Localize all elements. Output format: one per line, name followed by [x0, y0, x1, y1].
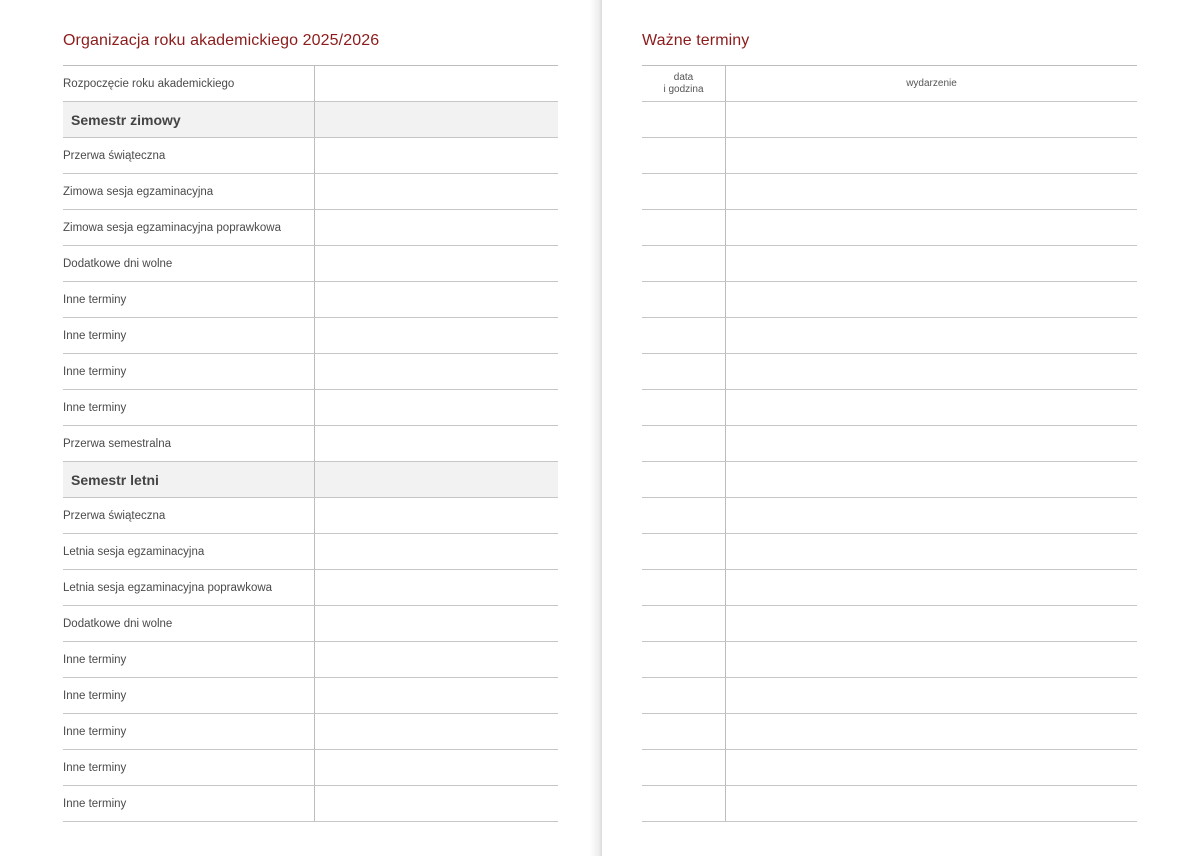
event-cell[interactable]: [726, 174, 1137, 209]
table-row: [63, 570, 558, 606]
date-cell[interactable]: [642, 462, 726, 497]
row-label: Zimowa sesja egzaminacyjna poprawkowa: [63, 210, 315, 245]
table-row: [642, 210, 1137, 246]
row-label: Inne terminy: [63, 354, 315, 389]
date-cell[interactable]: [642, 426, 726, 461]
date-cell[interactable]: [642, 246, 726, 281]
table-row: [642, 750, 1137, 786]
date-cell[interactable]: [642, 354, 726, 389]
date-cell[interactable]: [642, 642, 726, 677]
row-label: Dodatkowe dni wolne: [63, 606, 315, 641]
table-row: [63, 138, 558, 174]
event-cell[interactable]: [726, 498, 1137, 533]
date-header-line1: data: [673, 71, 694, 83]
event-cell[interactable]: [726, 570, 1137, 605]
row-label: Dodatkowe dni wolne: [63, 246, 315, 281]
value-cell[interactable]: [315, 390, 558, 425]
event-cell[interactable]: [726, 606, 1137, 641]
event-cell[interactable]: [726, 714, 1137, 749]
event-cell[interactable]: [726, 642, 1137, 677]
table-row: [63, 642, 558, 678]
date-header-line2: i godzina: [663, 83, 704, 95]
date-cell[interactable]: [642, 498, 726, 533]
event-cell[interactable]: [726, 138, 1137, 173]
table-row: [63, 390, 558, 426]
value-cell[interactable]: [315, 426, 558, 461]
right-page-title: Ważne terminy: [642, 32, 750, 49]
event-cell[interactable]: [726, 390, 1137, 425]
table-row: [642, 678, 1137, 714]
row-label: Inne terminy: [63, 282, 315, 317]
table-row: [642, 102, 1137, 138]
date-cell[interactable]: [642, 786, 726, 821]
table-row: [642, 534, 1137, 570]
table-row: [63, 534, 558, 570]
row-label: Przerwa semestralna: [63, 426, 315, 461]
table-row: [642, 174, 1137, 210]
value-cell[interactable]: [315, 66, 558, 101]
table-row: [642, 570, 1137, 606]
left-page-title: Organizacja roku akademickiego 2025/2026: [63, 32, 380, 49]
table-row: [642, 426, 1137, 462]
table-row: [642, 606, 1137, 642]
value-cell[interactable]: [315, 138, 558, 173]
value-cell[interactable]: [315, 570, 558, 605]
value-cell[interactable]: [315, 282, 558, 317]
value-cell[interactable]: [315, 462, 558, 497]
date-cell[interactable]: [642, 138, 726, 173]
table-header-row: [642, 66, 1137, 102]
table-row: [63, 210, 558, 246]
event-cell[interactable]: [726, 750, 1137, 785]
row-label: Inne terminy: [63, 786, 315, 821]
value-cell[interactable]: [315, 354, 558, 389]
value-cell[interactable]: [315, 534, 558, 569]
event-cell[interactable]: [726, 318, 1137, 353]
event-cell[interactable]: [726, 462, 1137, 497]
value-cell[interactable]: [315, 102, 558, 137]
row-label: Inne terminy: [63, 318, 315, 353]
table-row: [642, 786, 1137, 822]
important-dates-table: [642, 65, 1137, 822]
table-row: [63, 174, 558, 210]
section-header-row: [63, 462, 558, 498]
right-page: [602, 0, 1200, 856]
row-label: Rozpoczęcie roku akademickiego: [63, 66, 315, 101]
table-row: [642, 714, 1137, 750]
table-row: [642, 282, 1137, 318]
table-row: [63, 498, 558, 534]
table-row: [642, 642, 1137, 678]
date-cell[interactable]: [642, 318, 726, 353]
table-row: [63, 786, 558, 822]
table-row: [642, 318, 1137, 354]
event-cell[interactable]: [726, 354, 1137, 389]
event-cell[interactable]: [726, 282, 1137, 317]
event-cell[interactable]: [726, 678, 1137, 713]
table-row: [63, 282, 558, 318]
date-cell[interactable]: [642, 678, 726, 713]
table-row: [63, 750, 558, 786]
left-page: [0, 0, 598, 856]
value-cell[interactable]: [315, 606, 558, 641]
table-row: [642, 498, 1137, 534]
date-cell[interactable]: [642, 282, 726, 317]
value-cell[interactable]: [315, 678, 558, 713]
academic-year-table: [63, 65, 558, 822]
table-row: [63, 678, 558, 714]
date-cell[interactable]: [642, 102, 726, 137]
date-cell[interactable]: [642, 390, 726, 425]
table-row: [642, 354, 1137, 390]
value-cell[interactable]: [315, 318, 558, 353]
row-label: Inne terminy: [63, 678, 315, 713]
event-cell[interactable]: [726, 102, 1137, 137]
value-cell[interactable]: [315, 246, 558, 281]
event-cell[interactable]: [726, 786, 1137, 821]
table-row: [63, 426, 558, 462]
event-cell[interactable]: [726, 246, 1137, 281]
date-cell[interactable]: [642, 174, 726, 209]
value-cell[interactable]: [315, 786, 558, 821]
row-label: Letnia sesja egzaminacyjna poprawkowa: [63, 570, 315, 605]
table-row: [642, 138, 1137, 174]
section-title: Semestr letni: [63, 462, 315, 497]
section-title: Semestr zimowy: [63, 102, 315, 137]
table-row: [63, 354, 558, 390]
date-column-header: [642, 66, 726, 101]
table-row: [642, 246, 1137, 282]
table-row: [642, 390, 1137, 426]
value-cell[interactable]: [315, 714, 558, 749]
row-label: Letnia sesja egzaminacyjna: [63, 534, 315, 569]
table-row: [63, 246, 558, 282]
row-label: Inne terminy: [63, 750, 315, 785]
value-cell[interactable]: [315, 642, 558, 677]
event-cell[interactable]: [726, 426, 1137, 461]
event-cell[interactable]: [726, 210, 1137, 245]
table-row: [63, 318, 558, 354]
date-cell[interactable]: [642, 714, 726, 749]
value-cell[interactable]: [315, 174, 558, 209]
row-label: Inne terminy: [63, 714, 315, 749]
event-cell[interactable]: [726, 534, 1137, 569]
row-label: Zimowa sesja egzaminacyjna: [63, 174, 315, 209]
table-row: [63, 66, 558, 102]
row-label: Przerwa świąteczna: [63, 138, 315, 173]
date-cell[interactable]: [642, 570, 726, 605]
table-row: [642, 462, 1137, 498]
section-header-row: [63, 102, 558, 138]
row-label: Inne terminy: [63, 642, 315, 677]
value-cell[interactable]: [315, 750, 558, 785]
date-cell[interactable]: [642, 210, 726, 245]
date-cell[interactable]: [642, 606, 726, 641]
row-label: Inne terminy: [63, 390, 315, 425]
event-column-header: wydarzenie: [906, 78, 957, 89]
value-cell[interactable]: [315, 498, 558, 533]
table-row: [63, 714, 558, 750]
date-cell[interactable]: [642, 534, 726, 569]
row-label: Przerwa świąteczna: [63, 498, 315, 533]
table-row: [63, 606, 558, 642]
value-cell[interactable]: [315, 210, 558, 245]
date-cell[interactable]: [642, 750, 726, 785]
